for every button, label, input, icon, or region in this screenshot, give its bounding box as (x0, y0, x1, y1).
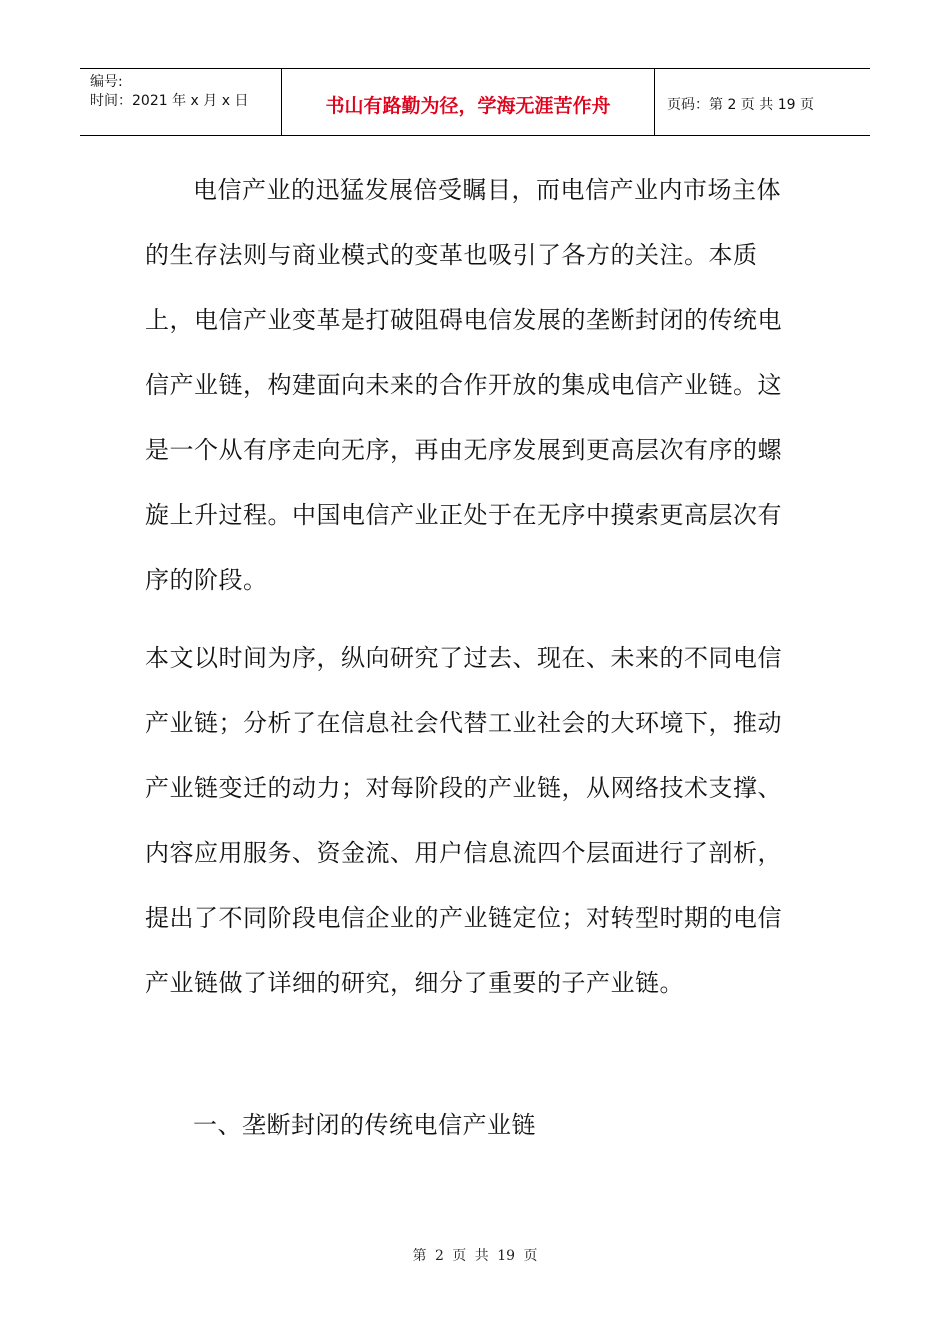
section-heading-block (145, 1093, 785, 1158)
header-motto: 书山有路勤为径，学海无涯苦作舟 (281, 69, 655, 135)
paragraph-2-text: 本文以时间为序，纵向研究了过去、现在、未来的不同电信产业链；分析了在信息社会代替工业社会的大环境下，推动产业链变迁的动力；对每阶段的产业链，从网络技术支撑、内容应用服务、资金流、用户信息流四个层面进行了剖析，提出了不同阶段电信企业的产业链定位；对转型时期的电信产业链做了详细的研究，细分了重要的子产业链。 (145, 644, 782, 997)
page-header (80, 68, 870, 136)
paragraph-1-text: 电信产业的迅猛发展倍受瞩目，而电信产业内市场主体的生存法则与商业模式的变革也吸引了各方的关注。本质上，电信产业变革是打破阻碍电信发展的垄断封闭的传统电信产业链，构建面向未来的合作开放的集成电信产业链。这是一个从有序走向无序，再由无序发展到更高层次有序的螺旋上升过程。中国电信产业正处于在无序中摸索更高层次有序的阶段。 (145, 176, 782, 594)
header-meta (80, 69, 281, 135)
paragraph-summary (145, 626, 785, 1016)
time-label: 时间：2021 年 x 月 x 日 (90, 93, 249, 109)
header-page-code: 页码：第 2 页 共 19 页 (667, 97, 814, 113)
number-label: 编号: (90, 74, 123, 90)
paragraph-intro (145, 158, 785, 613)
page-footer: 第 2 页 共 19 页 (412, 1248, 538, 1264)
section-heading: 一、垄断封闭的传统电信产业链 (193, 1111, 536, 1139)
